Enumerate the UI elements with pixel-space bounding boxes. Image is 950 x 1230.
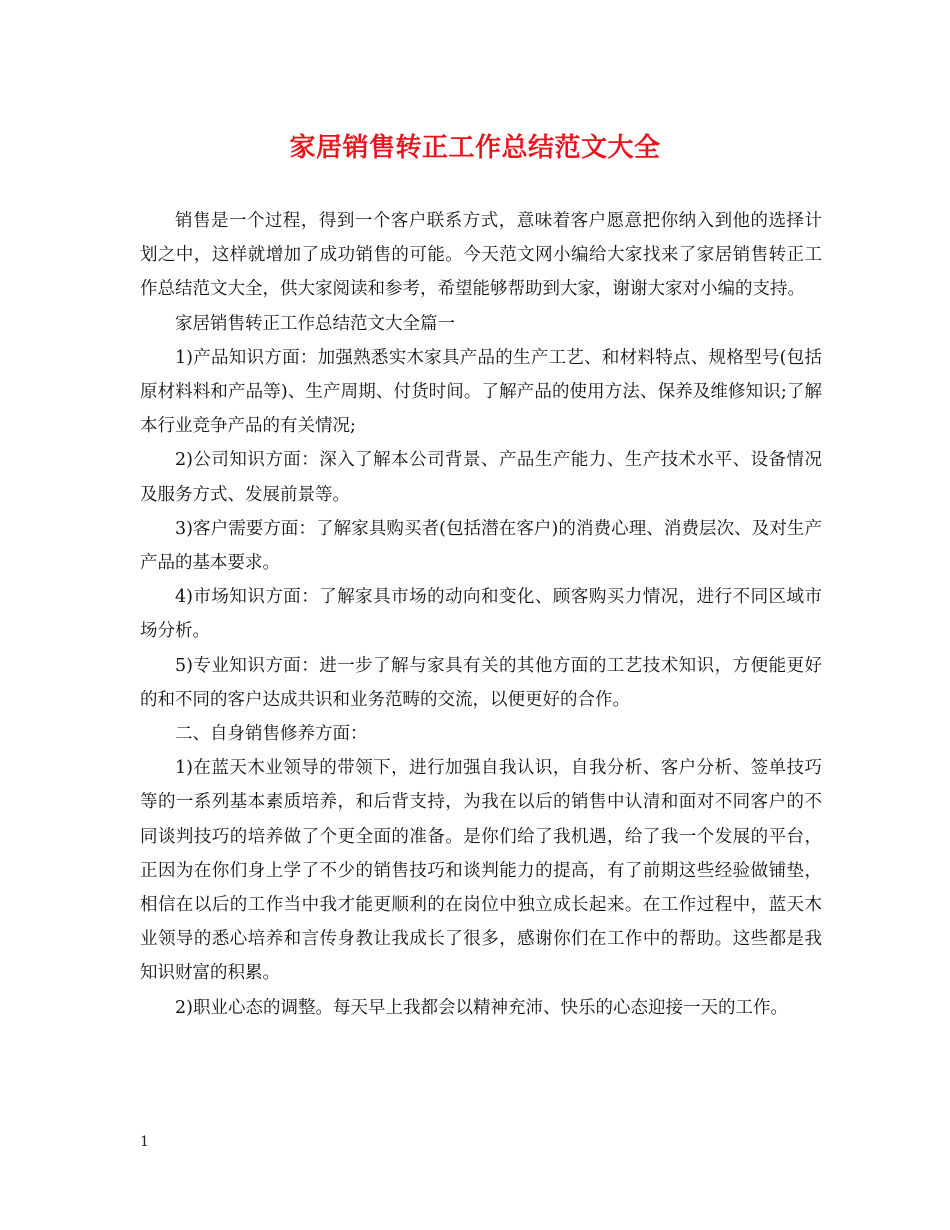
paragraph-mindset-adjustment: 2)职业心态的调整。每天早上我都会以精神充沛、快乐的心态迎接一天的工作。 <box>175 997 788 1018</box>
page-number: 1 <box>140 1134 149 1150</box>
paragraph-intro: 销售是一个过程，得到一个客户联系方式，意味着客户愿意把你纳入到他的选择计划之中，这样就增加了成功销售的可能。今天范文网小编给大家找来了家居销售转正工作总结范文大全，供大家阅读和参考，希望能够帮助到大家，谢谢大家对小编的支持。 <box>140 211 822 300</box>
paragraph-product-knowledge: 1)产品知识方面：加强熟悉实木家具产品的生产工艺、和材料特点、规格型号(包括原材料料和产品等)、生产周期、付货时间。了解产品的使用方法、保养及维修知识;了解本行业竞争产品的有关情况; <box>140 347 822 437</box>
document-title: 家居销售转正工作总结范文大全 <box>289 133 661 163</box>
paragraph-professional-knowledge: 5)专业知识方面：进一步了解与家具有关的其他方面的工艺技术知识，方便能更好的和不同的客户达成共识和业务范畴的交流，以便更好的合作。 <box>140 655 822 710</box>
paragraph-company-knowledge: 2)公司知识方面：深入了解本公司背景、产品生产能力、生产技术水平、设备情况及服务方式、发展前景等。 <box>140 450 822 505</box>
paragraph-customer-needs: 3)客户需要方面：了解家具购买者(包括潜在客户)的消费心理、消费层次、及对生产产品的基本要求。 <box>140 518 822 574</box>
paragraph-section-heading: 家居销售转正工作总结范文大全篇一 <box>175 313 455 334</box>
paragraph-leadership-training: 1)在蓝天木业领导的带领下，进行加强自我认识，自我分析、客户分析、签单技巧等的一系列基本素质培养，和后背支持，为我在以后的销售中认清和面对不同客户的不同谈判技巧的培养做了个更全面的准备。是你们给了我机遇，给了我一个发展的平台，正因为在你们身上学了不少的销售技巧和谈判能力的提高，有了前期这些经验做铺垫，相信在以后的工作当中我才能更顺利的在岗位中独立成长起来。在工作过程中，蓝天木业领导的悉心培养和言传身教让我成长了很多，感谢你们在工作中的帮助。这些都是我知识财富的积累。 <box>140 758 822 984</box>
paragraph-market-knowledge: 4)市场知识方面：了解家具市场的动向和变化、顾客购买力情况，进行不同区域市场分析。 <box>140 587 822 642</box>
paragraph-self-cultivation-heading: 二、自身销售修养方面： <box>175 724 368 745</box>
document-body <box>140 204 822 1025</box>
